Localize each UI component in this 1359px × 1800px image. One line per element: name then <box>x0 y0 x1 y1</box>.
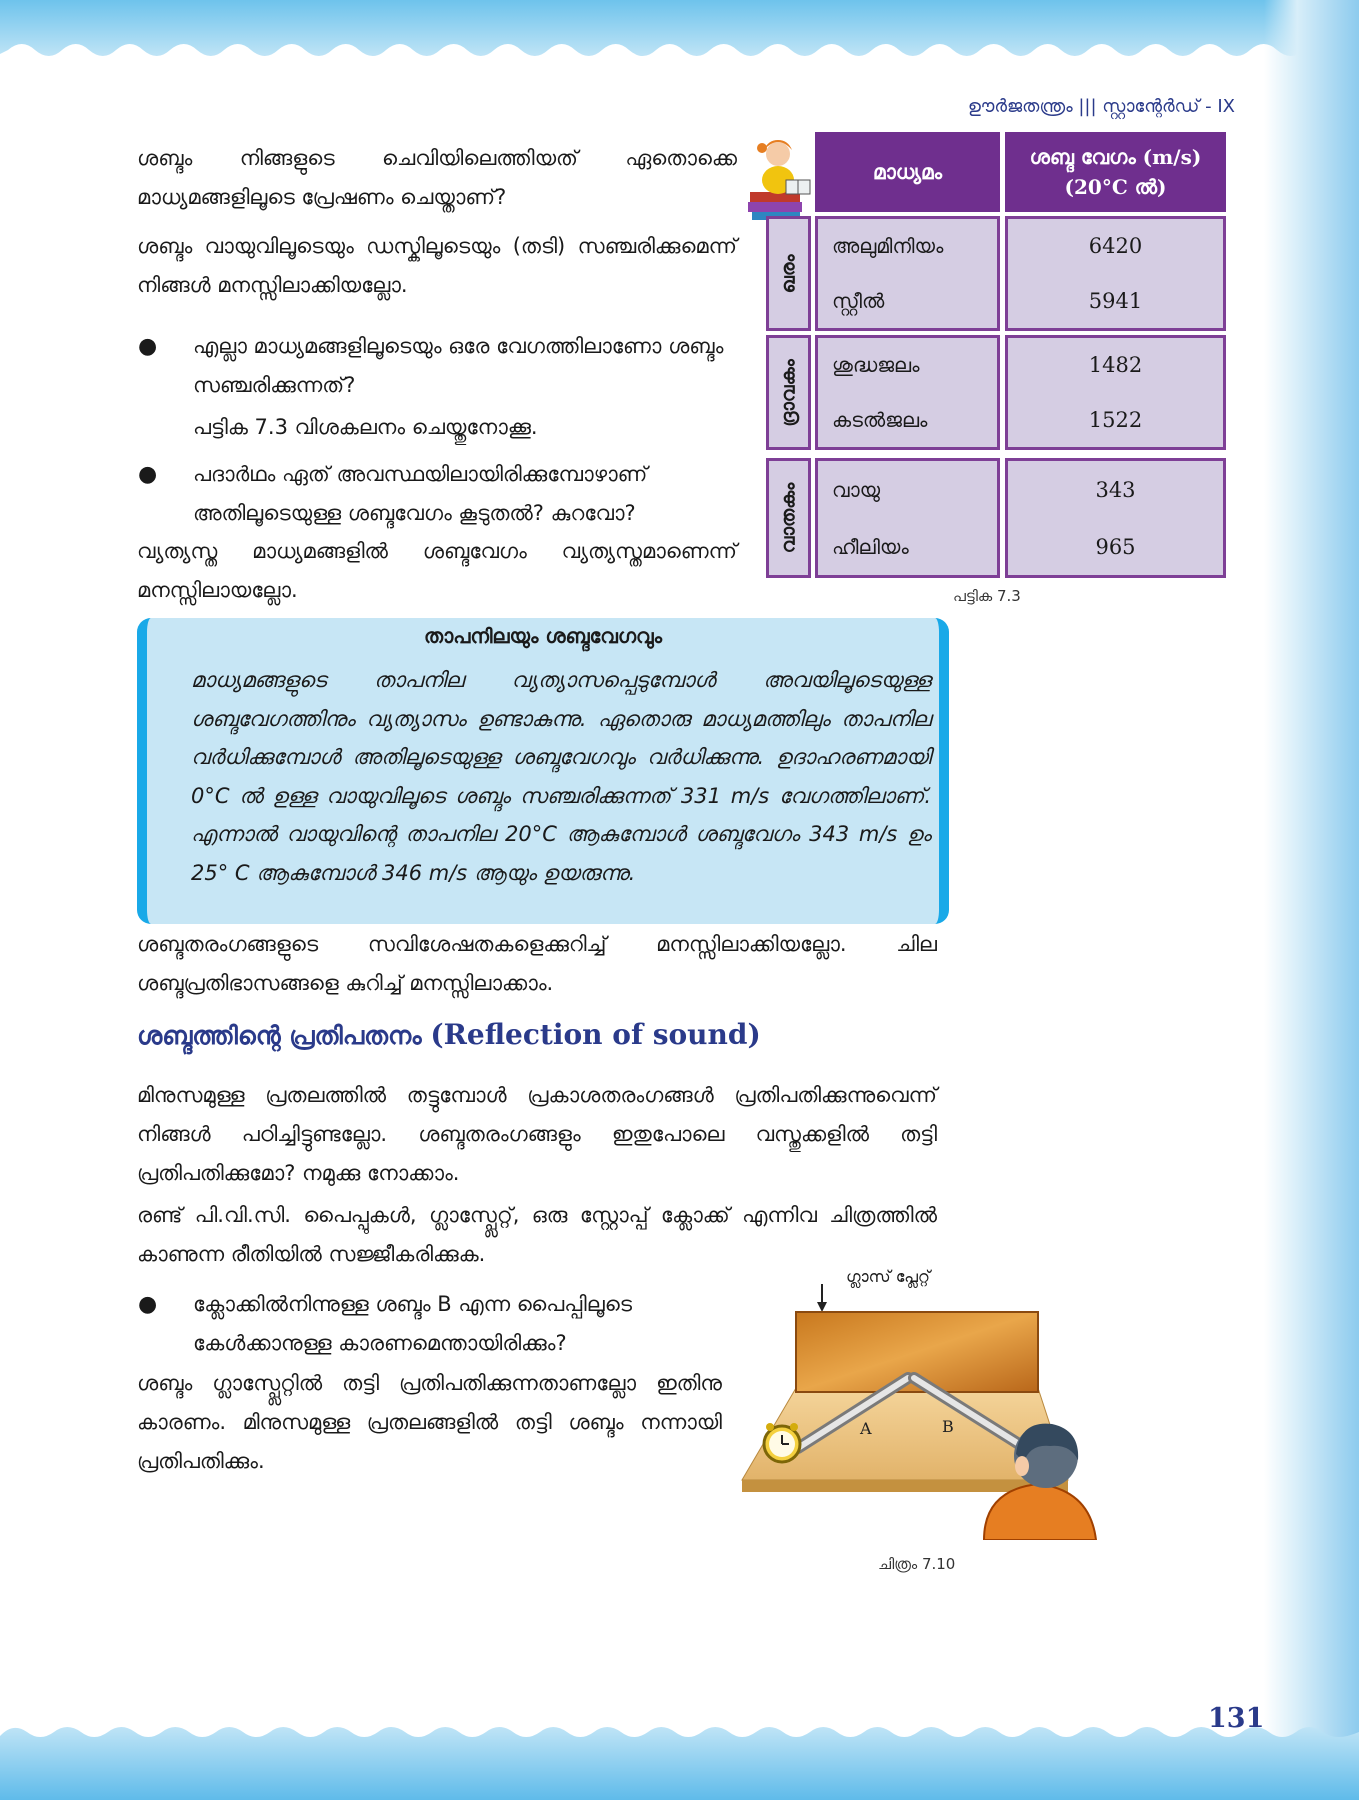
info-box-title: താപനിലയും ശബ്ദവേഗവും <box>424 624 662 648</box>
section-title-ml: ശബ്ദത്തിന്റെ പ്രതിപതനം <box>137 1021 422 1050</box>
group-label-text: ഖരം <box>777 254 800 293</box>
medium-name: കടൽജലം <box>832 407 928 432</box>
group-label-text: ദ്രാവകം <box>777 358 800 427</box>
info-box-temperature <box>137 618 949 924</box>
page-number: 131 <box>1208 1703 1265 1734</box>
table-caption: പട്ടിക 7.3 <box>953 587 1021 605</box>
table-cell-media <box>815 335 1000 450</box>
section-paragraph-2: രണ്ട് പി.വി.സി. പൈപ്പുകൾ, ഗ്ലാസ്പ്ലേറ്റ്, ഒരു സ്റ്റോപ്പ് ക്ലോക്ക് എന്നിവ ചിത്രത്തിൽ കാണുന്ന രീതിയിൽ സജ്ജീകരിക്കുക. <box>137 1203 937 1266</box>
section-paragraph-1: മിനുസമുള്ള പ്രതലത്തിൽ തട്ടുമ്പോൾ പ്രകാശതരംഗങ്ങൾ പ്രതിപതിക്കുന്നുവെന്ന് നിങ്ങൾ പഠിച്ചിട്ടുണ്ടല്ലോ. ശബ്ദതരംഗങ്ങളും ഇതുപോലെ വസ്തുക്കളിൽ തട്ടി പ്രതിപതിക്കുമോ? നമുക്കു നോക്കാം. <box>137 1083 937 1185</box>
table-header-speed-line1: ശബ്ദ വേഗം (m/s) <box>1029 145 1202 169</box>
group-label-text: വാതകം <box>777 482 800 554</box>
speed-value: 965 <box>1095 534 1136 559</box>
medium-name: ശുദ്ധജലം <box>832 353 920 378</box>
medium-name: സ്റ്റീൽ <box>832 288 885 313</box>
speed-value: 1522 <box>1088 407 1143 432</box>
group-label-liquid <box>766 335 811 450</box>
bullet-dot: ● <box>138 334 158 359</box>
group-label-solid <box>766 216 811 331</box>
bullet-1-note: പട്ടിക 7.3 വിശകലനം ചെയ്തുനോക്കൂ. <box>193 415 538 439</box>
medium-name: ഹീലിയം <box>832 534 909 559</box>
info-box-text: മാധ്യമങ്ങളുടെ താപനില വ്യത്യാസപ്പെടുമ്പോൾ അവയിലൂടെയുള്ള ശബ്ദവേഗത്തിനും വ്യത്യാസം ഉണ്ടാകുന്നു. ഏതൊരു മാധ്യമത്തിലും താപനില വർധിക്കുമ്പോൾ അതിലൂടെയുള്ള ശബ്ദവേഗവും വർധിക്കുന്നു. ഉദാഹരണമായി 0°C ൽ ഉള്ള വായുവിലൂടെ ശബ്ദം സഞ്ചരിക്കുന്നത് 331 m/s വേഗത്തിലാണ്. എന്നാൽ വായുവിന്റെ താപനില 20°C ആകുമ്പോൾ ശബ്ദവേഗം 343 m/s ഉം 25° C ആകുമ്പോൾ 346 m/s ആയും ഉയരുന്നു. <box>191 668 931 885</box>
table-cell-speeds <box>1005 216 1226 331</box>
stop-clock-icon <box>764 1423 800 1462</box>
table-cell-media <box>815 216 1000 331</box>
intro-paragraph-1: ശബ്ദം നിങ്ങളുടെ ചെവിയിലെത്തിയത് ഏതൊക്കെ മാധ്യമങ്ങളിലൂടെ പ്രേഷണം ചെയ്താണ്? <box>137 146 737 209</box>
after-box-paragraph: ശബ്ദതരംഗങ്ങളുടെ സവിശേഷതകളെക്കുറിച്ച് മനസ്സിലാക്കിയല്ലോ. ചില ശബ്ദപ്രതിഭാസങ്ങളെ കുറിച്ച് മനസ്സിലാക്കാം. <box>137 932 937 995</box>
speed-value: 1482 <box>1088 353 1143 378</box>
bottom-wave-band <box>0 1698 1359 1800</box>
figure-caption: ചിത്രം 7.10 <box>878 1555 956 1573</box>
medium-name: അലുമിനിയം <box>832 234 944 259</box>
group-label-gas <box>766 458 811 578</box>
table-cell-media <box>815 458 1000 578</box>
pipe-a-label: A <box>860 1419 872 1438</box>
bullet-dot: ● <box>138 1292 158 1317</box>
top-wave-band <box>0 0 1359 68</box>
running-header: ഊർജതന്ത്രം ||| സ്റ്റാന്റേർഡ് - IX <box>967 96 1235 117</box>
table-cell-speeds <box>1005 335 1226 450</box>
section-bullet-text: ക്ലോക്കിൽനിന്നുള്ള ശബ്ദം B എന്ന പൈപ്പിലൂടെ കേൾക്കാനുള്ള കാരണമെന്തായിരിക്കും? <box>193 1292 633 1355</box>
intro-paragraph-3: വ്യത്യസ്ത മാധ്യമങ്ങളിൽ ശബ്ദവേഗം വ്യത്യസ്തമാണെന്ന് മനസ്സിലായല്ലോ. <box>137 539 737 602</box>
reflection-experiment-figure <box>738 1284 1118 1540</box>
sound-speed-table <box>766 132 1226 578</box>
figure-label-glass-plate: ഗ്ലാസ് പ്ലേറ്റ് <box>846 1267 931 1286</box>
table-cell-speeds <box>1005 458 1226 578</box>
table-header-speed <box>1005 132 1226 212</box>
table-header-medium: മാധ്യമം <box>815 132 1000 212</box>
table-header-speed-line2: (20°C ൽ) <box>1064 175 1167 199</box>
section-title-en: (Reflection of sound) <box>430 1018 761 1051</box>
speed-value: 6420 <box>1088 234 1143 259</box>
section-paragraph-3: ശബ്ദം ഗ്ലാസ്പ്ലേറ്റിൽ തട്ടി പ്രതിപതിക്കുന്നതാണല്ലോ ഇതിനു കാരണം. മിനുസമുള്ള പ്രതലങ്ങളിൽ തട്ടി ശബ്ദം നന്നായി പ്രതിപതിക്കും. <box>137 1371 722 1473</box>
section-title <box>137 1018 761 1051</box>
right-decorative-strip <box>1264 0 1359 1800</box>
medium-name: വായു <box>832 477 881 502</box>
speed-value: 5941 <box>1088 288 1143 313</box>
speed-value: 343 <box>1095 477 1136 502</box>
bullet-1-text: എല്ലാ മാധ്യമങ്ങളിലൂടെയും ഒരേ വേഗത്തിലാണോ ശബ്ദം സഞ്ചരിക്കുന്നത്? <box>193 334 724 397</box>
intro-paragraph-2: ശബ്ദം വായുവിലൂടെയും ഡസ്കിലൂടെയും (തടി) സഞ്ചരിക്കുമെന്ന് നിങ്ങൾ മനസ്സിലാക്കിയല്ലോ. <box>137 234 737 297</box>
pipe-b-label: B <box>942 1417 954 1436</box>
bullet-2-text: പദാർഥം ഏത് അവസ്ഥയിലായിരിക്കുമ്പോഴാണ് അതിലൂടെയുള്ള ശബ്ദവേഗം കൂടുതൽ? കുറവോ? <box>193 462 648 525</box>
bullet-dot: ● <box>138 462 158 487</box>
